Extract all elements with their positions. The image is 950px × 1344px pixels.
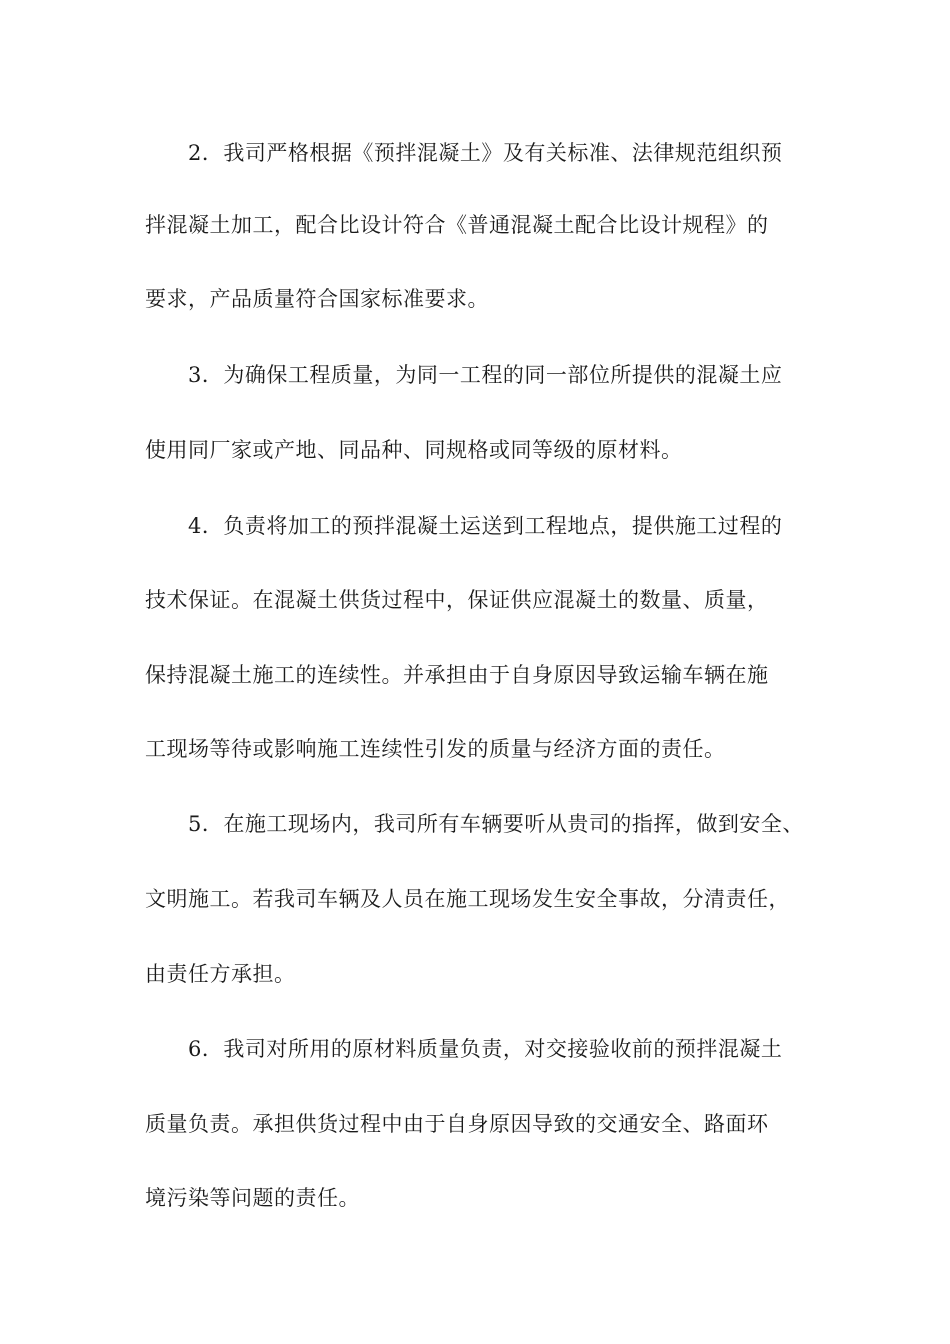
paragraph-5-line-3 xyxy=(0,954,950,994)
paragraph-text: 质量负责。承担供货过程中由于自身原因导致的交通安全、路面环 xyxy=(145,1112,769,1136)
paragraph-text: 2．我司严格根据《预拌混凝土》及有关标准、法律规范组织预 xyxy=(188,141,783,165)
paragraph-text: 文明施工。若我司车辆及人员在施工现场发生安全事故，分清责任， xyxy=(145,887,790,911)
paragraph-text: 4．负责将加工的预拌混凝土运送到工程地点，提供施工过程的 xyxy=(188,514,783,538)
paragraph-6-line-1 xyxy=(0,1029,950,1069)
paragraph-2-line-3 xyxy=(0,279,950,319)
paragraph-4-line-2 xyxy=(0,580,950,620)
paragraph-3-line-1 xyxy=(0,355,950,395)
paragraph-4-line-3 xyxy=(0,655,950,695)
paragraph-6-line-2 xyxy=(0,1104,950,1144)
paragraph-5-line-2 xyxy=(0,879,950,919)
paragraph-text: 技术保证。在混凝土供货过程中，保证供应混凝土的数量、质量， xyxy=(145,588,769,612)
paragraph-text: 保持混凝土施工的连续性。并承担由于自身原因导致运输车辆在施 xyxy=(145,663,769,687)
paragraph-2-line-1 xyxy=(0,133,950,173)
paragraph-text: 由责任方承担。 xyxy=(145,962,296,986)
paragraph-3-line-2 xyxy=(0,430,950,470)
paragraph-text: 6．我司对所用的原材料质量负责，对交接验收前的预拌混凝土 xyxy=(188,1037,783,1061)
paragraph-text: 工现场等待或影响施工连续性引发的质量与经济方面的责任。 xyxy=(145,737,726,761)
paragraph-text: 3．为确保工程质量，为同一工程的同一部位所提供的混凝土应 xyxy=(188,363,783,387)
paragraph-2-line-2 xyxy=(0,205,950,245)
paragraph-text: 使用同厂家或产地、同品种、同规格或同等级的原材料。 xyxy=(145,438,683,462)
paragraph-4-line-1 xyxy=(0,506,950,546)
paragraph-text: 要求，产品质量符合国家标准要求。 xyxy=(145,287,489,311)
paragraph-text: 5．在施工现场内，我司所有车辆要听从贵司的指挥，做到安全、 xyxy=(188,812,804,836)
paragraph-text: 境污染等问题的责任。 xyxy=(145,1186,360,1210)
paragraph-4-line-4 xyxy=(0,729,950,769)
paragraph-5-line-1 xyxy=(0,804,950,844)
paragraph-6-line-3 xyxy=(0,1178,950,1218)
paragraph-text: 拌混凝土加工，配合比设计符合《普通混凝土配合比设计规程》的 xyxy=(145,213,769,237)
